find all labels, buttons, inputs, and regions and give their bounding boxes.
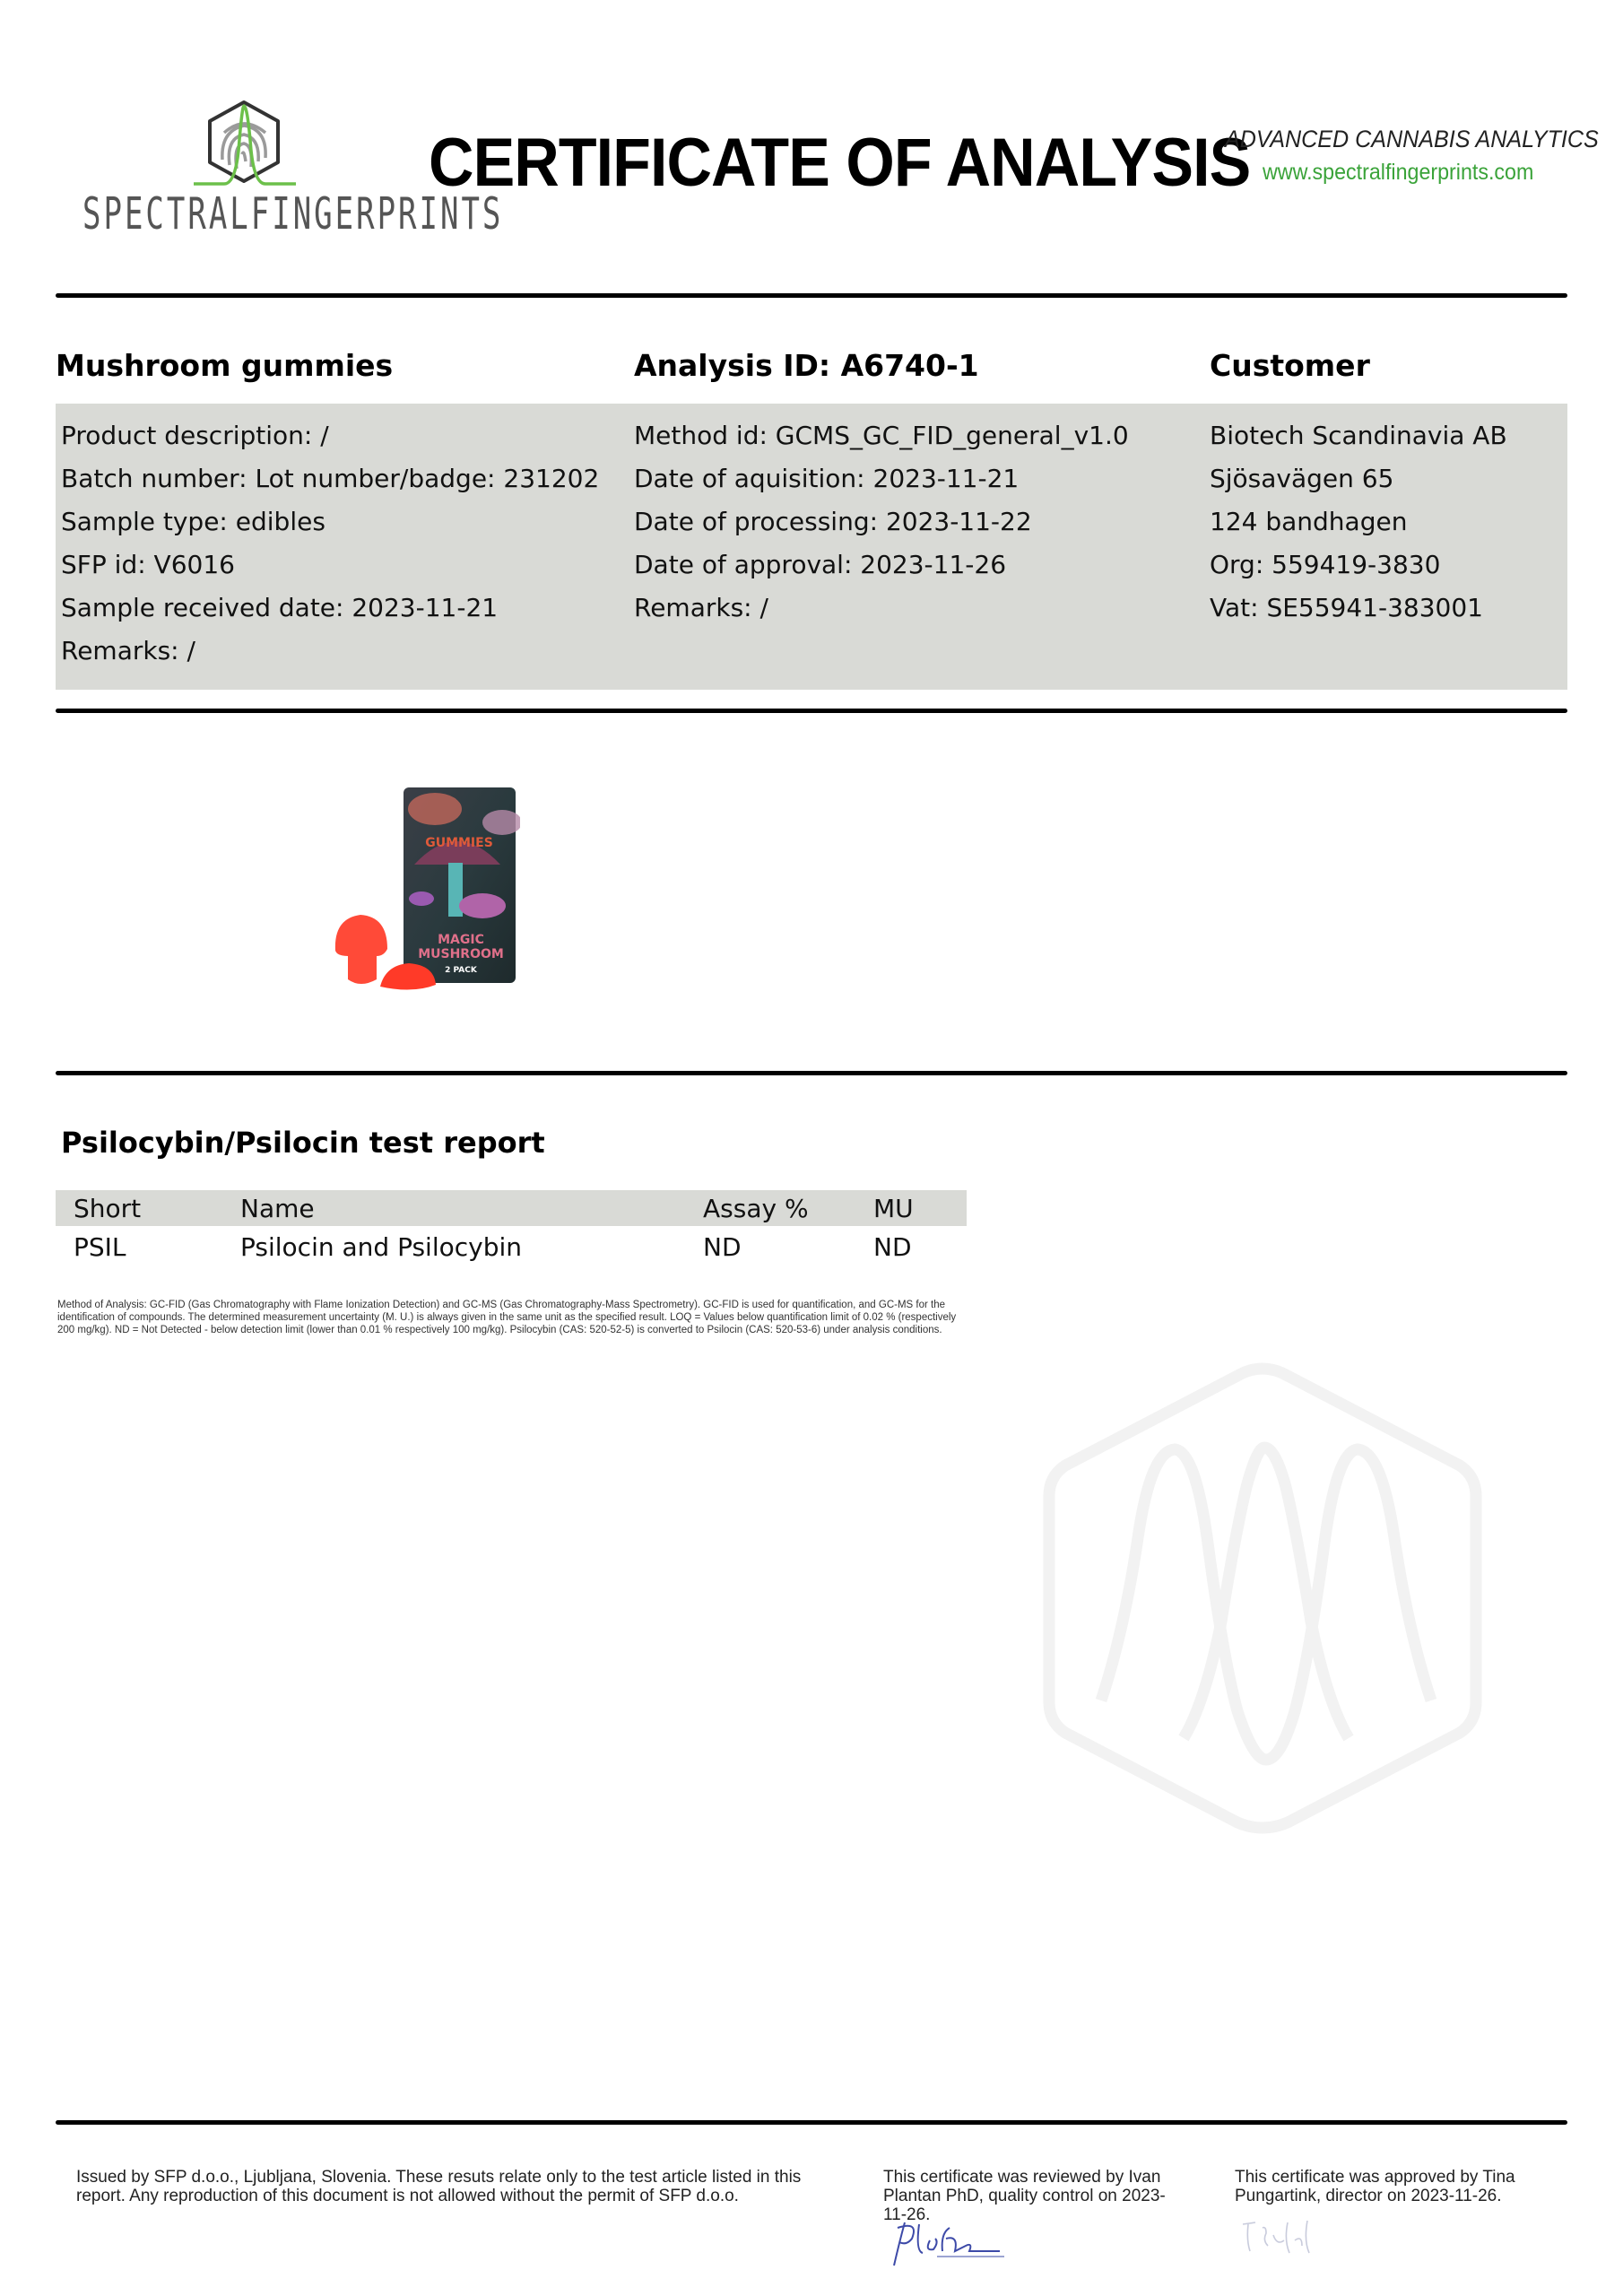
watermark-logo-icon <box>1038 1352 1487 1855</box>
package-icon <box>404 787 520 983</box>
customer-street: Sjösavägen 65 <box>1210 464 1394 493</box>
customer-heading: Customer <box>1210 348 1370 383</box>
customer-vat-number: Vat: SE55941-383001 <box>1210 593 1483 622</box>
sample-type: Sample type: edibles <box>61 507 325 536</box>
method-of-analysis-note: Method of Analysis: GC-FID (Gas Chromatography with Flame Ionization Detection) and GC-MS (Gas Chromatography-Mass Spectrometry). GC-FID is used for quantification, and GC-MS for the identification of compounds. The determined measurement uncertainty (M. U.) is always given in the same unit as the specified result. LOQ = Values below quantification limit of 0.02 % (respectively 200 mg/kg). ND = Not Detected - below detection limit (lower than 0.01 % respectively 100 mg/kg). Psilocybin (CAS: 520-52-5) is converted to Psilocin (CAS: 520-53-6) under analysis conditions. <box>57 1300 957 1335</box>
date-of-acquisition: Date of aquisition: 2023-11-21 <box>634 464 1020 493</box>
product-description: Product description: / <box>61 421 329 450</box>
svg-text:GUMMIES: GUMMIES <box>425 836 493 850</box>
col-mu: MU <box>873 1190 967 1226</box>
divider-top <box>56 293 1567 298</box>
divider-image <box>56 1071 1567 1075</box>
batch-number: Batch number: Lot number/badge: 231202 <box>61 464 600 493</box>
date-of-approval: Date of approval: 2023-11-26 <box>634 550 1007 579</box>
results-table <box>56 1190 967 1267</box>
customer-org-number: Org: 559419-3830 <box>1210 550 1441 579</box>
analysis-remarks: Remarks: / <box>634 593 768 622</box>
sample-remarks: Remarks: / <box>61 636 195 665</box>
approver-signature-icon <box>1236 2213 1325 2258</box>
sample-name-heading: Mushroom gummies <box>56 348 394 383</box>
method-id: Method id: GCMS_GC_FID_general_v1.0 <box>634 421 1129 450</box>
sample-details <box>61 414 599 673</box>
product-photo <box>314 773 520 997</box>
sfp-id: SFP id: V6016 <box>61 550 235 579</box>
cell-name: Psilocin and Psilocybin <box>240 1231 523 1262</box>
divider-footer <box>56 2120 1567 2125</box>
customer-city: 124 bandhagen <box>1210 507 1408 536</box>
col-assay: Assay % <box>703 1190 873 1226</box>
company-tagline: ADVANCED CANNABIS ANALYTICS <box>1225 126 1599 152</box>
approver-statement: This certificate was approved by Tina Pungartink, director on 2023-11-26. <box>1235 2168 1515 2205</box>
svg-text:MUSHROOM: MUSHROOM <box>418 947 504 961</box>
date-of-processing: Date of processing: 2023-11-22 <box>634 507 1032 536</box>
company-website-link[interactable]: www.spectralfingerprints.com <box>1263 160 1534 185</box>
table-row <box>56 1226 967 1267</box>
logo-wordmark: SPECTRALFINGERPRINTS <box>82 188 504 240</box>
reviewer-signature-icon <box>883 2215 1009 2269</box>
col-name: Name <box>240 1190 703 1226</box>
issuer-statement: Issued by SFP d.o.o., Ljubljana, Slovenia. These resuts relate only to the test article listed in this report. Any reproduction of this document is not allowed without the permit of SFP d.o.o. <box>76 2168 802 2205</box>
cell-short: PSIL <box>74 1231 126 1262</box>
analysis-details <box>634 414 1129 630</box>
document-title: CERTIFICATE OF ANALYSIS <box>429 125 1251 201</box>
fingerprint-hexagon-icon <box>210 102 278 181</box>
analysis-id-heading: Analysis ID: A6740-1 <box>634 348 979 383</box>
report-title: Psilocybin/Psilocin test report <box>61 1126 545 1160</box>
divider-info <box>56 709 1567 713</box>
svg-text:2 PACK: 2 PACK <box>445 966 477 975</box>
customer-name: Biotech Scandinavia AB <box>1210 421 1507 450</box>
customer-details <box>1210 414 1507 630</box>
col-short: Short <box>56 1190 240 1226</box>
svg-text:MAGIC: MAGIC <box>438 933 484 947</box>
cell-mu: ND <box>873 1231 912 1262</box>
cell-assay: ND <box>703 1231 742 1262</box>
reviewer-statement: This certificate was reviewed by Ivan Plantan PhD, quality control on 2023-11-26. <box>883 2168 1166 2224</box>
sample-received-date: Sample received date: 2023-11-21 <box>61 593 499 622</box>
table-header-row <box>56 1190 967 1226</box>
